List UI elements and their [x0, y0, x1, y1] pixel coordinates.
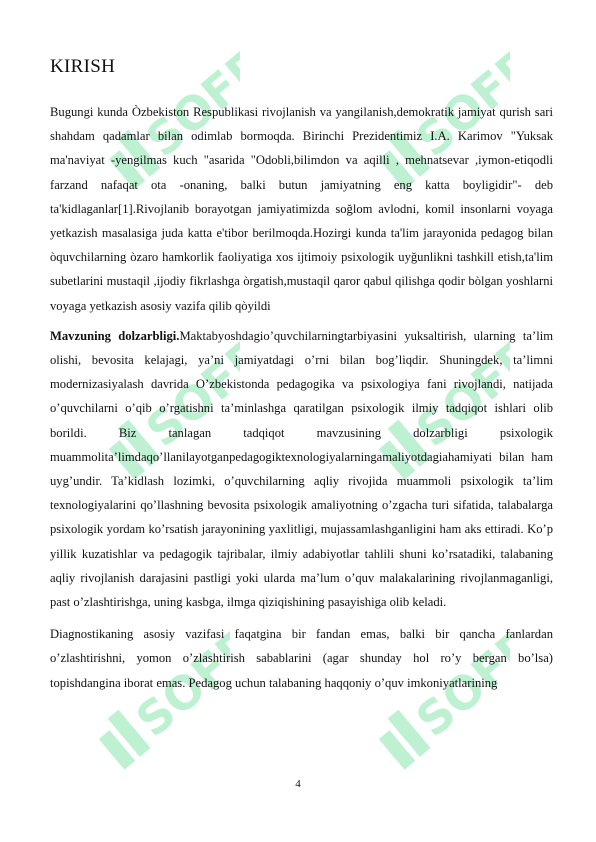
- paragraph-text: Diagnostikaning asosiy vazifasi faqatgina bir fandan emas, balki bir qancha fanlardan o’zlashtirishni, yomon o’zlashtirish sabablarini (agar shunday hol ro’y bergan bo’lsa) topishdangina iborat emas. Pedagog uchun talabaning haqqoniy o’quv imkoniyatlarining: [50, 627, 553, 690]
- page-number: 4: [295, 778, 301, 790]
- paragraph-text: Bugungi kunda Òzbekiston Respublikasi rivojlanish va yangilanish,demokratik jamiyat qurish sari shahdam qadamlar bilan odimlab bormoqda. Birinchi Prezidentimiz I.A. Karimov "Yuksak ma'naviyat -yengilmas kuch "asarida "Odobli,bilimdon va aqilli , mehnatsevar ,iymon-etiqodli farzand nafaqat ota -onaning, balki butun jamiyatning eng katta boyligidir"- deb ta'kidlaganlar[1].Rivojlanib borayotgan jamiyatimizda soğlom avlodni, komil insonlarni voyaga yetkazish masalasiga juda katta e'tibor berilmoqda.Hozirgi kunda ta'lim jarayonida pedagog bilan òquvchilarning òzaro hamkorlik faoliyatiga xos ijtimoiy psixologik uyğunlikni tashkill etish,ta'lim subetlarini mustaqil ,ijodiy fikrlashga òrgatish,mustaqil qaror qabul qilishga qodir bòlgan yoshlarni voyaga yetkazish asosiy vazifa qilib qòyildi: [50, 105, 553, 313]
- paragraph-text: Maktabyoshdagio’quvchilarningtarbiyasini yuksaltirish, ularning ta’lim olishi, bevosita kelajagi, ya’ni jamiyatdagi o’rni bilan bog’liqdir. Shuningdek, ta’limni modernizasiyalash davrida O’zbekistonda pedagogika va psixologiya fani rivojlandi, natijada o’quvchilarni o’qib o’rgatishni ta’minlashga qaratilgan psixologik ilmiy tadqiqot ishlari olib borildi. Biz tanlagan tadqiqot mavzusining dolzarbligi psixologik muammolita’limdaqo’llanilayotganpedagogiktexnologiyalarningamaliyotdagiahamiyati bilan ham uyg’undir. Ta’kidlash lozimki, o’quvchilarning aqliy rivojida muammoli psixologik ta’lim texnologiyalarini qo’llashning bevosita psixologik amaliyotning o’zgacha turi sifatida, talabalarga psixologik yordam ko’rsatish jarayonining yaxlitligi, mujassamlashganligini ham aks ettiradi. Ko’p yillik kuzatishlar va pedagogik tajribalar, ilmiy adabiyotlar tahlili shuni ko’rsatadiki, talabaning aqliy rivojlanish darajasini pastligi yoki ularda ma’lum o’quv malakalarining rivojlanmaganligi, past o’zlashtirishga, uning kasbga, ilmga qiziqishining pasayishiga olib keladi.: [50, 328, 554, 610]
- svg-text:SOFF: SOFF: [405, 40, 510, 168]
- svg-text:SOFF: SOFF: [125, 620, 230, 748]
- paragraph-diagnostics: [50, 622, 553, 695]
- svg-text:SOFF: SOFF: [405, 330, 510, 458]
- svg-text:SOFF: SOFF: [135, 40, 240, 168]
- paragraph-lead: Mavzuning dolzarbligi.: [50, 328, 180, 343]
- svg-text:SOFF: SOFF: [405, 620, 510, 748]
- body-text: [50, 100, 553, 701]
- svg-text:SOFF: SOFF: [135, 330, 240, 458]
- paragraph-relevance: [50, 324, 553, 614]
- paragraph-intro: [50, 100, 553, 318]
- section-heading: KIRISH: [50, 56, 116, 77]
